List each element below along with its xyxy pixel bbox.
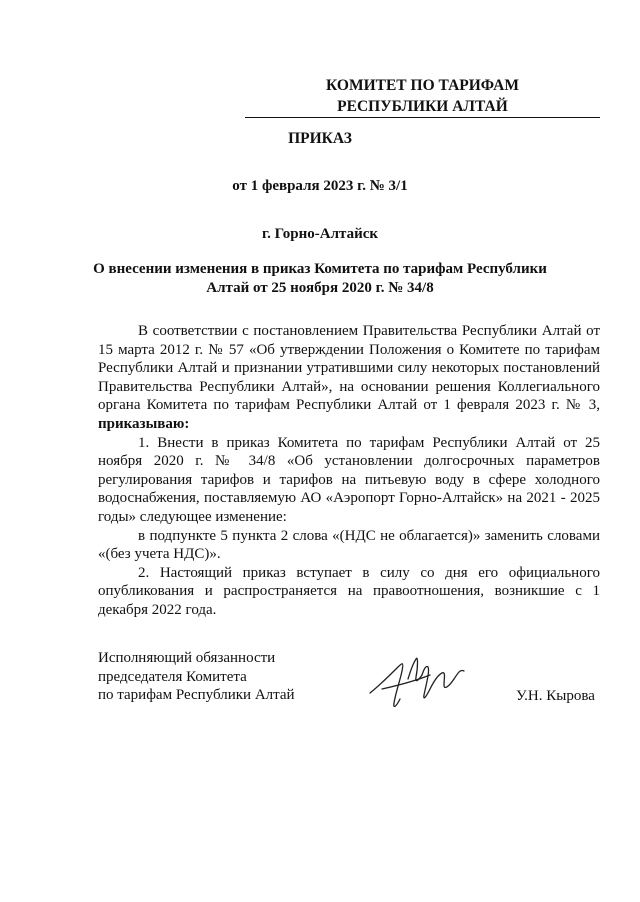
handwritten-signature (360, 645, 480, 715)
item-1-paragraph: 1. Внести в приказ Комитета по тарифам Республики Алтай от 25 ноября 2020 г. № 34/8 «Об установлении долгосрочных параметров регулирования тарифов и тарифов на питьевую воду в сфере холодного водоснабжения, поставляемую АО «Аэропорт Горно-Алтайск» на 2021 - 2025 годы» следующее изменение: (98, 434, 600, 525)
preamble-text: В соответствии с постановлением Правительства Республики Алтай от 15 марта 2012 г. № 57 «Об утверждении Положения о Комитете по тарифам Республики Алтай и признании утратившими силу некоторых постановлений Правительства Республики Алтай», на основании решения Коллегиального органа Комитета по тарифам Республики Алтай от 1 февраля 2023 г. № 3, (98, 323, 600, 414)
signatory-name: У.Н. Кырова (516, 688, 595, 704)
order-word: приказываю: (98, 415, 190, 432)
subject-line2: Алтай от 25 ноября 2020 г. № 34/8 (206, 280, 434, 296)
signatory-position-line1: Исполняющий обязанности (98, 650, 276, 666)
item-2-paragraph: 2. Настоящий приказ вступает в силу со дня его официального опубликования и распространяется на правоотношения, возникшие с 1 декабря 2022 года. (98, 564, 600, 618)
item-1-subparagraph: в подпункте 5 пункта 2 слова «(НДС не облагается)» заменить словами «(без учета НДС)». (98, 527, 600, 563)
preamble-paragraph (98, 322, 600, 434)
signatory-position (98, 649, 295, 705)
document-type: ПРИКАЗ (288, 130, 352, 147)
signatory-position-line2: председателя Комитета (98, 668, 247, 685)
subject-line1: О внесении изменения в приказ Комитета по тарифам Республики (93, 261, 547, 277)
header-divider (245, 117, 600, 118)
document-date-number: от 1 февраля 2023 г. № 3/1 (232, 178, 408, 194)
document-body (98, 322, 600, 620)
organization-name-line2: РЕСПУБЛИКИ АЛТАЙ (337, 98, 508, 115)
organization-name-line1: КОМИТЕТ ПО ТАРИФАМ (326, 77, 519, 94)
signatory-position-line3: по тарифам Республики Алтай (98, 687, 295, 704)
document-city: г. Горно-Алтайск (261, 226, 379, 242)
